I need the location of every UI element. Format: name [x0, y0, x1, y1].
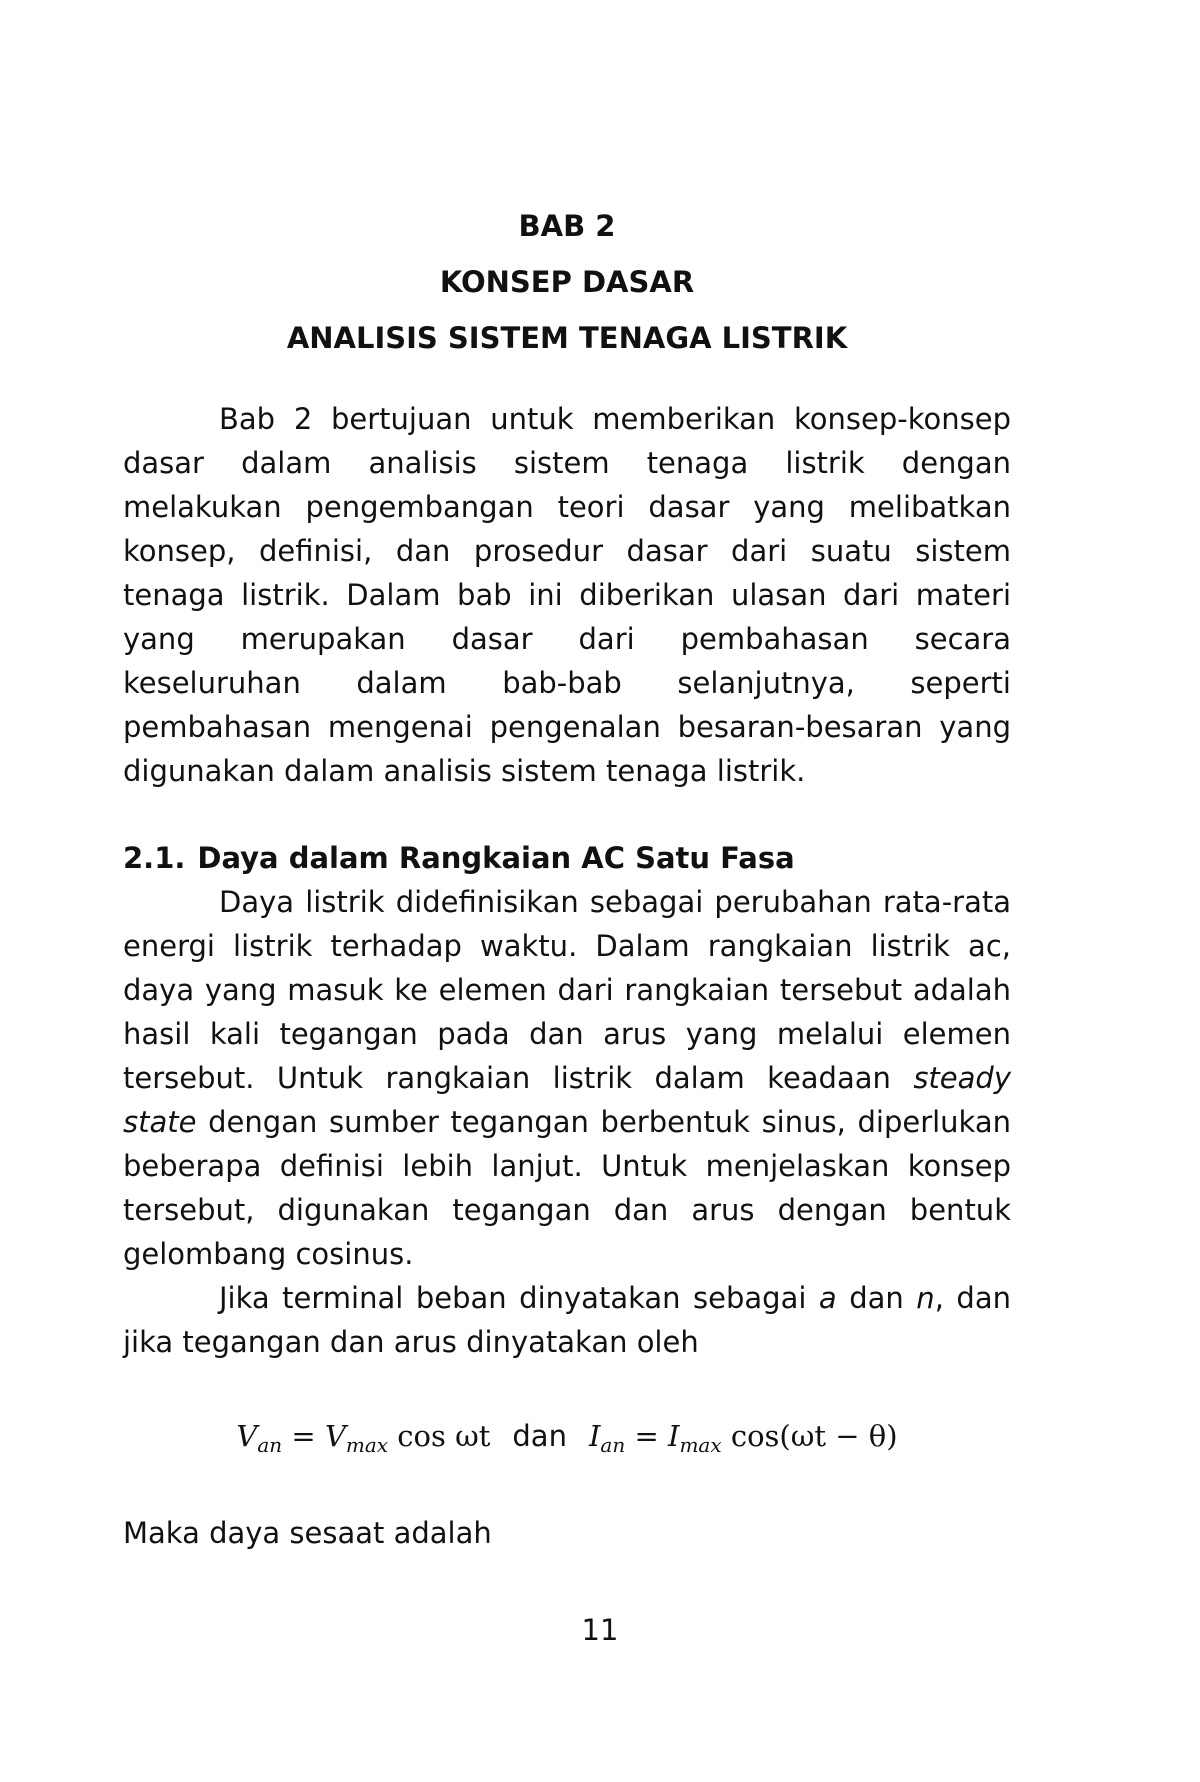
equation-connector: dan — [512, 1419, 567, 1453]
chapter-title-line-2: ANALISIS SISTEM TENAGA LISTRIK — [286, 321, 848, 355]
section-paragraph-1 — [123, 880, 1011, 1276]
i-symbol: I — [588, 1419, 601, 1453]
chapter-title-line-1: KONSEP DASAR — [439, 265, 695, 299]
paragraph-2-text-b: dan — [836, 1281, 917, 1315]
i-subscript: an — [600, 1433, 626, 1457]
variable-a: a — [818, 1281, 837, 1315]
intro-paragraph: Bab 2 bertujuan untuk memberikan konsep-konsep dasar dalam analisis sistem tenaga listrik dengan melakukan pengembangan teori dasar yang melibatkan konsep, definisi, dan prosedur dasar dari suatu sistem tenaga listrik. Dalam bab ini diberikan ulasan dari materi yang merupakan dasar dari pembahasan secara keseluruhan dalam bab-bab selanjutnya, seperti pembahasan mengenai pengenalan besaran-besaran yang digunakan dalam analisis sistem tenaga listrik. — [123, 402, 1011, 788]
steady-state-term: steady state — [123, 1061, 1011, 1139]
paragraph-2-text-c: , dan jika tegangan dan arus dinyatakan oleh — [123, 1281, 1011, 1359]
voltage-rhs: cos ωt — [388, 1419, 491, 1453]
section-title: Daya dalam Rangkaian AC Satu Fasa — [197, 841, 795, 875]
imax-subscript: max — [679, 1433, 722, 1457]
equals-sign-2: = — [625, 1419, 668, 1453]
variable-n: n — [916, 1281, 935, 1315]
section-number: 2.1. — [123, 841, 186, 875]
chapter-label: BAB 2 — [518, 209, 616, 243]
section-heading — [123, 836, 1011, 880]
equals-sign-1: = — [282, 1419, 325, 1453]
paragraph-1-text-a: Daya listrik didefinisikan sebagai perubahan rata-rata energi listrik terhadap waktu. Dalam rangkaian listrik ac, daya yang masuk ke elemen dari rangkaian tersebut adalah hasil kali tegangan pada dan arus yang melalui elemen tersebut. Untuk rangkaian listrik dalam keadaan — [123, 885, 1011, 1095]
chapter-heading — [123, 198, 1011, 366]
paragraph-1-text-b: dengan sumber tegangan berbentuk sinus, diperlukan beberapa definisi lebih lanjut. Untuk menjelaskan konsep tersebut, digunakan tegangan dan arus dengan bentuk gelombang cosinus. — [123, 1105, 1011, 1271]
section-paragraph-2 — [123, 1276, 1011, 1364]
voltage-current-equation — [123, 1410, 1011, 1471]
current-rhs: cos(ωt − θ) — [721, 1419, 898, 1453]
v-subscript: an — [257, 1433, 283, 1457]
v-symbol: V — [236, 1419, 258, 1453]
page-content — [123, 198, 1011, 1555]
closing-line: Maka daya sesaat adalah — [123, 1516, 492, 1550]
paragraph-2-text-a: Jika terminal beban dinyatakan sebagai — [219, 1281, 819, 1315]
vmax-subscript: max — [345, 1433, 389, 1457]
page-number: 11 — [581, 1613, 619, 1647]
vmax-symbol: V — [324, 1419, 346, 1453]
imax-symbol: I — [667, 1419, 680, 1453]
